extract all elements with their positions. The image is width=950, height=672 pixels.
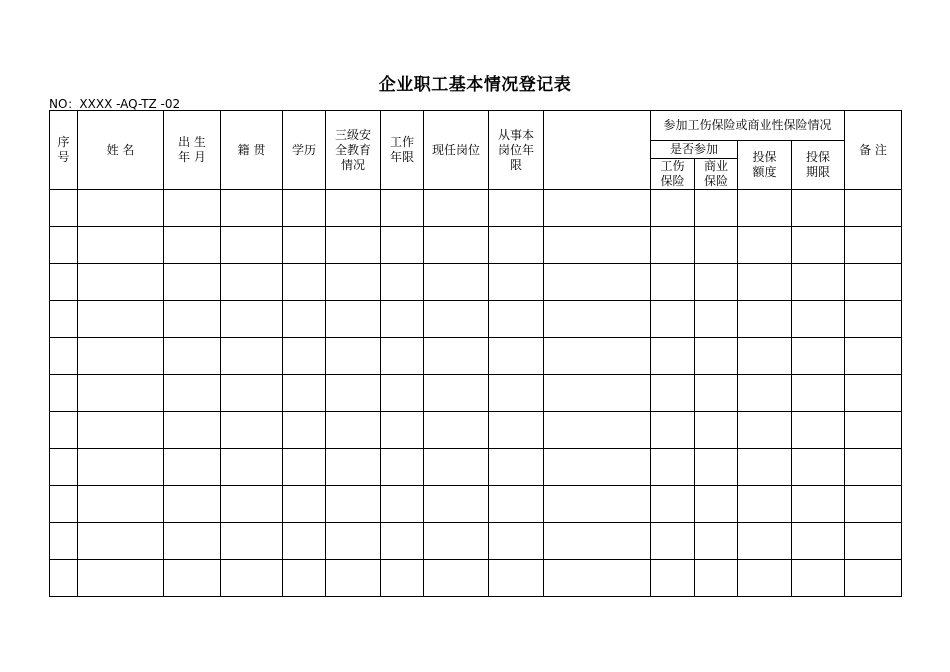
header-commercial-insurance: 商业 保险 <box>695 159 738 190</box>
table-cell[interactable] <box>221 338 283 375</box>
table-row <box>50 264 902 301</box>
table-cell[interactable] <box>283 264 326 301</box>
table-body <box>50 190 902 597</box>
table-cell[interactable] <box>792 227 845 264</box>
table-cell[interactable] <box>283 412 326 449</box>
table-cell[interactable] <box>738 486 792 523</box>
table-row <box>50 227 902 264</box>
table-cell[interactable] <box>50 412 78 449</box>
table-cell[interactable] <box>424 449 489 486</box>
table-cell[interactable] <box>544 338 651 375</box>
table-cell[interactable] <box>738 227 792 264</box>
table-cell[interactable] <box>695 412 738 449</box>
table-cell[interactable] <box>326 375 381 412</box>
table-cell[interactable] <box>651 375 695 412</box>
table-cell[interactable] <box>381 338 424 375</box>
table-cell[interactable] <box>164 264 221 301</box>
table-cell[interactable] <box>78 264 164 301</box>
table-row <box>50 560 902 597</box>
table-cell[interactable] <box>381 449 424 486</box>
table-cell[interactable] <box>651 560 695 597</box>
table-cell[interactable] <box>50 264 78 301</box>
table-cell[interactable] <box>489 412 544 449</box>
table-cell[interactable] <box>78 449 164 486</box>
table-cell[interactable] <box>78 486 164 523</box>
table-cell[interactable] <box>221 412 283 449</box>
table-cell[interactable] <box>845 486 902 523</box>
table-cell[interactable] <box>544 227 651 264</box>
table-cell[interactable] <box>792 449 845 486</box>
table-cell[interactable] <box>489 227 544 264</box>
table-cell[interactable] <box>845 190 902 227</box>
table-cell[interactable] <box>695 523 738 560</box>
header-insured-period: 投保 期限 <box>792 141 845 190</box>
table-cell[interactable] <box>738 190 792 227</box>
table-cell[interactable] <box>738 449 792 486</box>
table-cell[interactable] <box>845 560 902 597</box>
table-cell[interactable] <box>50 449 78 486</box>
table-cell[interactable] <box>326 301 381 338</box>
table-row <box>50 523 902 560</box>
table-cell[interactable] <box>792 486 845 523</box>
header-post-years: 从事本 岗位年 限 <box>489 111 544 190</box>
header-name: 姓 名 <box>78 111 164 190</box>
header-blank <box>544 111 651 190</box>
table-cell[interactable] <box>381 523 424 560</box>
table-cell[interactable] <box>424 190 489 227</box>
table-cell[interactable] <box>738 412 792 449</box>
table-cell[interactable] <box>283 375 326 412</box>
table-cell[interactable] <box>738 560 792 597</box>
table-cell[interactable] <box>50 560 78 597</box>
table-cell[interactable] <box>424 412 489 449</box>
table-cell[interactable] <box>381 412 424 449</box>
table-cell[interactable] <box>845 227 902 264</box>
table-cell[interactable] <box>424 338 489 375</box>
header-joined: 是否参加 <box>651 141 738 159</box>
table-cell[interactable] <box>792 560 845 597</box>
table-cell[interactable] <box>489 190 544 227</box>
table-cell[interactable] <box>489 560 544 597</box>
table-cell[interactable] <box>651 227 695 264</box>
table-cell[interactable] <box>792 264 845 301</box>
table-cell[interactable] <box>164 486 221 523</box>
table-cell[interactable] <box>326 560 381 597</box>
table-row <box>50 412 902 449</box>
table-cell[interactable] <box>221 449 283 486</box>
table-cell[interactable] <box>78 301 164 338</box>
table-cell[interactable] <box>283 486 326 523</box>
table-cell[interactable] <box>424 301 489 338</box>
table-cell[interactable] <box>283 523 326 560</box>
table-cell[interactable] <box>221 486 283 523</box>
table-cell[interactable] <box>326 523 381 560</box>
table-cell[interactable] <box>489 375 544 412</box>
table-cell[interactable] <box>792 338 845 375</box>
table-cell[interactable] <box>164 227 221 264</box>
table-cell[interactable] <box>845 338 902 375</box>
table-cell[interactable] <box>544 301 651 338</box>
table-cell[interactable] <box>283 301 326 338</box>
table-cell[interactable] <box>326 227 381 264</box>
header-insured-amount: 投保 额度 <box>738 141 792 190</box>
table-cell[interactable] <box>792 412 845 449</box>
table-cell[interactable] <box>78 412 164 449</box>
table-cell[interactable] <box>221 375 283 412</box>
table-cell[interactable] <box>845 449 902 486</box>
table-cell[interactable] <box>326 338 381 375</box>
table-cell[interactable] <box>164 412 221 449</box>
table-cell[interactable] <box>381 486 424 523</box>
table-cell[interactable] <box>544 560 651 597</box>
table-cell[interactable] <box>792 190 845 227</box>
table-cell[interactable] <box>845 264 902 301</box>
table-cell[interactable] <box>221 190 283 227</box>
table-cell[interactable] <box>489 523 544 560</box>
table-cell[interactable] <box>544 190 651 227</box>
table-cell[interactable] <box>326 190 381 227</box>
table-cell[interactable] <box>544 523 651 560</box>
table-cell[interactable] <box>326 449 381 486</box>
table-cell[interactable] <box>738 523 792 560</box>
table-cell[interactable] <box>326 264 381 301</box>
document-number: NO：XXXX -AQ-TZ -02 <box>49 97 181 111</box>
table-cell[interactable] <box>792 301 845 338</box>
table-cell[interactable] <box>326 486 381 523</box>
table-cell[interactable] <box>424 486 489 523</box>
table-cell[interactable] <box>78 523 164 560</box>
table-cell[interactable] <box>489 449 544 486</box>
table-cell[interactable] <box>283 560 326 597</box>
document-title: 企业职工基本情况登记表 <box>378 75 572 95</box>
table-cell[interactable] <box>651 412 695 449</box>
table-cell[interactable] <box>50 301 78 338</box>
table-row <box>50 190 902 227</box>
header-work-years: 工作 年限 <box>381 111 424 190</box>
table-cell[interactable] <box>50 486 78 523</box>
table-cell[interactable] <box>845 523 902 560</box>
table-cell[interactable] <box>651 190 695 227</box>
table-cell[interactable] <box>381 227 424 264</box>
table-cell[interactable] <box>544 449 651 486</box>
table-row <box>50 486 902 523</box>
table-cell[interactable] <box>792 375 845 412</box>
table-cell[interactable] <box>50 375 78 412</box>
header-remarks: 备 注 <box>845 111 902 190</box>
table-cell[interactable] <box>489 486 544 523</box>
table-cell[interactable] <box>326 412 381 449</box>
table-cell[interactable] <box>695 190 738 227</box>
table-cell[interactable] <box>845 412 902 449</box>
table-cell[interactable] <box>651 338 695 375</box>
table-cell[interactable] <box>164 449 221 486</box>
table-cell[interactable] <box>738 301 792 338</box>
table-cell[interactable] <box>424 227 489 264</box>
table-cell[interactable] <box>424 264 489 301</box>
table-cell[interactable] <box>78 190 164 227</box>
table-cell[interactable] <box>221 523 283 560</box>
table-cell[interactable] <box>78 560 164 597</box>
registration-table <box>49 110 902 597</box>
header-native-place: 籍 贯 <box>221 111 283 190</box>
table-cell[interactable] <box>164 560 221 597</box>
table-cell[interactable] <box>544 486 651 523</box>
table-cell[interactable] <box>845 301 902 338</box>
table-cell[interactable] <box>164 523 221 560</box>
header-safety-training: 三级安 全教育 情况 <box>326 111 381 190</box>
table-cell[interactable] <box>283 449 326 486</box>
table-cell[interactable] <box>424 523 489 560</box>
header-current-post: 现任岗位 <box>424 111 489 190</box>
table-cell[interactable] <box>78 227 164 264</box>
table-header <box>50 111 902 190</box>
table-cell[interactable] <box>164 375 221 412</box>
table-cell[interactable] <box>221 227 283 264</box>
table-cell[interactable] <box>695 227 738 264</box>
table-cell[interactable] <box>78 375 164 412</box>
table-cell[interactable] <box>695 560 738 597</box>
table-cell[interactable] <box>738 264 792 301</box>
table-cell[interactable] <box>738 338 792 375</box>
table-cell[interactable] <box>50 227 78 264</box>
table-cell[interactable] <box>381 190 424 227</box>
table-cell[interactable] <box>221 264 283 301</box>
table-cell[interactable] <box>283 338 326 375</box>
table-row <box>50 301 902 338</box>
table-row <box>50 449 902 486</box>
table-cell[interactable] <box>489 264 544 301</box>
table-cell[interactable] <box>651 301 695 338</box>
table-cell[interactable] <box>544 375 651 412</box>
table-cell[interactable] <box>489 301 544 338</box>
table-cell[interactable] <box>845 375 902 412</box>
table-cell[interactable] <box>695 449 738 486</box>
table-cell[interactable] <box>544 412 651 449</box>
table-cell[interactable] <box>651 449 695 486</box>
table-cell[interactable] <box>695 301 738 338</box>
table-cell[interactable] <box>164 301 221 338</box>
table-cell[interactable] <box>738 375 792 412</box>
table-cell[interactable] <box>651 264 695 301</box>
table-cell[interactable] <box>283 190 326 227</box>
table-cell[interactable] <box>164 338 221 375</box>
table-cell[interactable] <box>50 523 78 560</box>
table-cell[interactable] <box>695 264 738 301</box>
table-cell[interactable] <box>221 560 283 597</box>
table-cell[interactable] <box>221 301 283 338</box>
table-cell[interactable] <box>651 523 695 560</box>
table-cell[interactable] <box>381 375 424 412</box>
table-row <box>50 338 902 375</box>
table-cell[interactable] <box>695 375 738 412</box>
table-cell[interactable] <box>78 338 164 375</box>
table-cell[interactable] <box>695 338 738 375</box>
table-cell[interactable] <box>544 264 651 301</box>
table-cell[interactable] <box>651 486 695 523</box>
table-cell[interactable] <box>424 375 489 412</box>
header-seq: 序 号 <box>50 111 78 190</box>
table-cell[interactable] <box>50 338 78 375</box>
table-cell[interactable] <box>381 301 424 338</box>
header-birth: 出 生 年 月 <box>164 111 221 190</box>
header-education: 学历 <box>283 111 326 190</box>
table-cell[interactable] <box>50 190 78 227</box>
table-cell[interactable] <box>283 227 326 264</box>
table-cell[interactable] <box>381 560 424 597</box>
table-cell[interactable] <box>695 486 738 523</box>
table-cell[interactable] <box>792 523 845 560</box>
table-cell[interactable] <box>164 190 221 227</box>
table-cell[interactable] <box>489 338 544 375</box>
header-insurance-group: 参加工伤保险或商业性保险情况 <box>651 111 845 141</box>
table-cell[interactable] <box>424 560 489 597</box>
table-row <box>50 375 902 412</box>
table-cell[interactable] <box>381 264 424 301</box>
header-injury-insurance: 工伤 保险 <box>651 159 695 190</box>
